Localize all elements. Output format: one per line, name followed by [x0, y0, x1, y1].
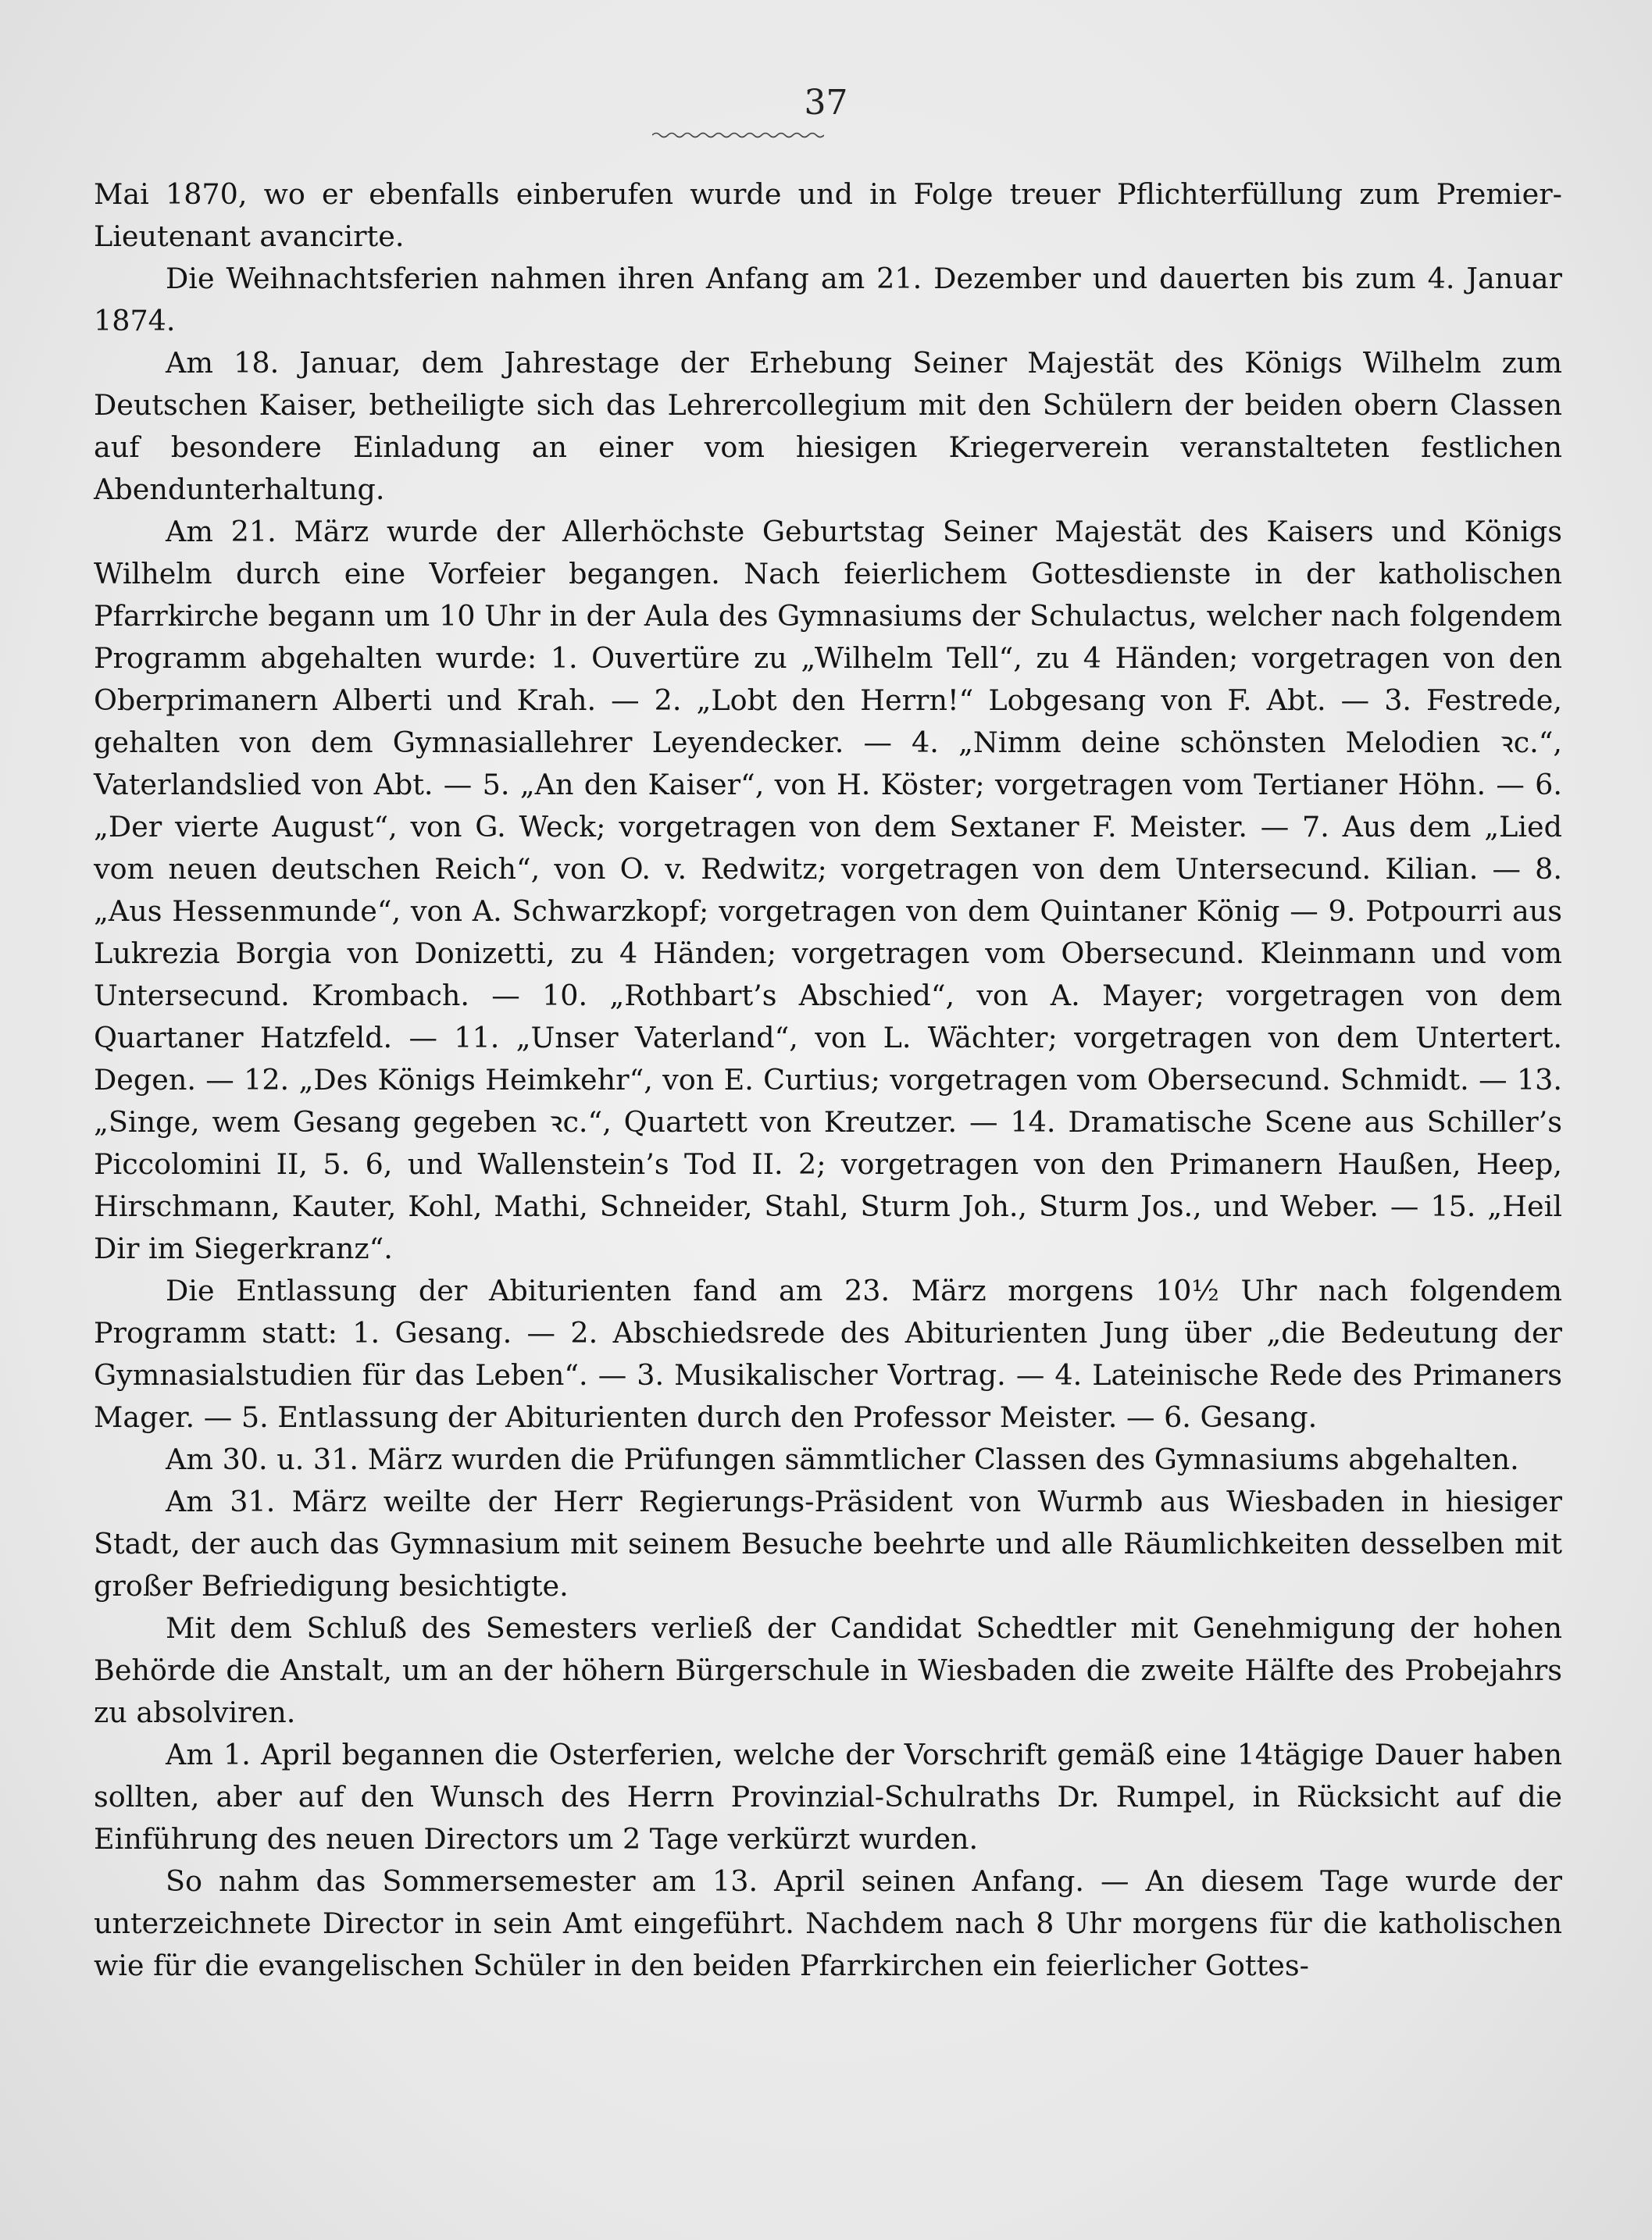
paragraph-continuation: Mai 1870, wo er ebenfalls einberufen wurde und in Folge treuer Pflichterfüllung zum Premier-Lieutenant avancirte.	[94, 177, 1562, 253]
paragraph-christmas-holidays: Die Weihnachtsferien nahmen ihren Anfang am 21. Dezember und dauerten bis zum 4. Januar 1874.	[94, 262, 1562, 337]
page-number: 37	[804, 83, 848, 123]
paragraph-january-18: Am 18. Januar, dem Jahrestage der Erhebung Seiner Majestät des Königs Wilhelm zum Deutschen Kaiser, betheiligte sich das Lehrercollegium mit den Schülern der beiden obern Classen auf besondere Einladung an einer vom hiesigen Kriegerverein veranstalteten festlichen Abendunterhaltung.	[94, 346, 1562, 506]
paragraph-summer-semester: So nahm das Sommersemester am 13. April seinen Anfang. — An diesem Tage wurde der unterzeichnete Director in sein Amt eingeführt. Nachdem nach 8 Uhr morgens für die katholischen wie für die evangelischen Schüler in den beiden Pfarrkirchen ein feierlicher Gottes-	[94, 1864, 1562, 1982]
paragraph-easter-holidays: Am 1. April begannen die Osterferien, welche der Vorschrift gemäß eine 14tägige Dauer haben sollten, aber auf den Wunsch des Herrn Provinzial-Schulraths Dr. Rumpel, in Rücksicht auf die Einführung des neuen Directors um 2 Tage verkürzt wurden.	[94, 1738, 1562, 1856]
decorative-rule-ornament	[652, 130, 824, 141]
paragraph-abiturienten-dismissal: Die Entlassung der Abiturienten fand am 23. März morgens 10½ Uhr nach folgendem Programm statt: 1. Gesang. — 2. Abschiedsrede des Abiturienten Jung über „die Bedeutung der Gymnasialstudien für das Leben“. — 3. Musikalischer Vortrag. — 4. Lateinische Rede des Primaners Mager. — 5. Entlassung der Abiturienten durch den Professor Meister. — 6. Gesang.	[94, 1274, 1562, 1434]
paragraph-candidate-departure: Mit dem Schluß des Semesters verließ der Candidat Schedtler mit Genehmigung der hohen Behörde die Anstalt, um an der höhern Bürgerschule in Wiesbaden die zweite Hälfte des Probejahrs zu absolviren.	[94, 1611, 1562, 1729]
paragraph-president-visit: Am 31. März weilte der Herr Regierungs-Präsident von Wurmb aus Wiesbaden in hiesiger Stadt, der auch das Gymnasium mit seinem Besuche beehrte und alle Räumlichkeiten desselben mit großer Befriedigung besichtigte.	[94, 1485, 1562, 1603]
body-text	[94, 173, 1562, 1987]
paragraph-examinations: Am 30. u. 31. März wurden die Prüfungen sämmtlicher Classen des Gymnasiums abgehalten.	[166, 1443, 1519, 1476]
paragraph-march-21-program: Am 21. März wurde der Allerhöchste Geburtstag Seiner Majestät des Kaisers und Königs Wilhelm durch eine Vorfeier begangen. Nach feierlichem Gottesdienste in der katholischen Pfarrkirche begann um 10 Uhr in der Aula des Gymnasiums der Schulactus, welcher nach folgendem Programm abgehalten wurde: 1. Ouvertüre zu „Wilhelm Tell“, zu 4 Händen; vorgetragen von den Oberprimanern Alberti und Krah. — 2. „Lobt den Herrn!“ Lobgesang von F. Abt. — 3. Festrede, gehalten von dem Gymnasiallehrer Leyendecker. — 4. „Nimm deine schönsten Melodien ꝛc.“, Vaterlandslied von Abt. — 5. „An den Kaiser“, von H. Köster; vorgetragen vom Tertianer Höhn. — 6. „Der vierte August“, von G. Weck; vorgetragen von dem Sextaner F. Meister. — 7. Aus dem „Lied vom neuen deutschen Reich“, von O. v. Redwitz; vorgetragen von dem Untersecund. Kilian. — 8. „Aus Hessenmunde“, von A. Schwarzkopf; vorgetragen von dem Quintaner König — 9. Potpourri aus Lukrezia Borgia von Donizetti, zu 4 Händen; vorgetragen vom Obersecund. Kleinmann und vom Untersecund. Krombach. — 10. „Rothbart’s Abschied“, von A. Mayer; vorgetragen von dem Quartaner Hatzfeld. — 11. „Unser Vaterland“, von L. Wächter; vorgetragen von dem Untertert. Degen. — 12. „Des Königs Heimkehr“, von E. Curtius; vorgetragen vom Obersecund. Schmidt. — 13. „Singe, wem Gesang gegeben ꝛc.“, Quartett von Kreutzer. — 14. Dramatische Scene aus Schiller’s Piccolomini II, 5. 6, und Wallenstein’s Tod II. 2; vorgetragen von den Primanern Haußen, Heep, Hirschmann, Kauter, Kohl, Mathi, Schneider, Stahl, Sturm Joh., Sturm Jos., und Weber. — 15. „Heil Dir im Siegerkranz“.	[94, 515, 1562, 1265]
